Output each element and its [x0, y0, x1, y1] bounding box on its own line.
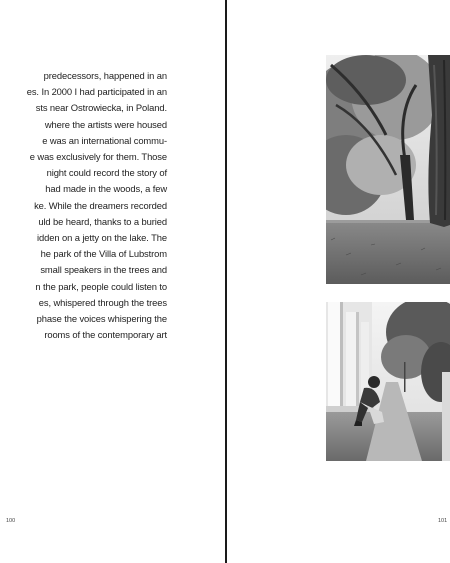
- body-text: [0, 68, 167, 343]
- text-line: n the park, people could listen to: [35, 280, 167, 292]
- photo-park-trees: [326, 55, 450, 284]
- text-line: where the artists were housed: [44, 118, 167, 130]
- text-line: night could record the story of: [46, 167, 167, 179]
- text-line: uld be heard, thanks to a buried: [38, 215, 167, 227]
- text-line: he park of the Villa of Lubstrom: [40, 248, 167, 260]
- text-line: phase the voices whispering the: [36, 313, 167, 325]
- text-line: predecessors, happened in an: [43, 70, 167, 81]
- text-line: e was exclusively for them. Those: [29, 151, 167, 163]
- page-number-right: 101: [438, 518, 448, 524]
- text-line: idden on a jetty on the lake. The: [37, 232, 167, 244]
- right-page: [227, 0, 450, 563]
- text-line: small speakers in the trees and: [40, 264, 167, 276]
- text-line: ke. While the dreamers recorded: [34, 199, 167, 211]
- page-number-left: 100: [6, 518, 16, 524]
- text-line: es, whispered through the trees: [38, 296, 167, 308]
- text-line: sts near Ostrowiecka, in Poland.: [35, 102, 167, 114]
- text-line: es. In 2000 I had participated in an: [26, 86, 167, 98]
- photo-villa-path: [326, 302, 450, 461]
- text-line: rooms of the contemporary art: [44, 329, 167, 341]
- text-line: e was an international commu-: [42, 134, 167, 146]
- text-line: had made in the woods, a few: [45, 183, 167, 195]
